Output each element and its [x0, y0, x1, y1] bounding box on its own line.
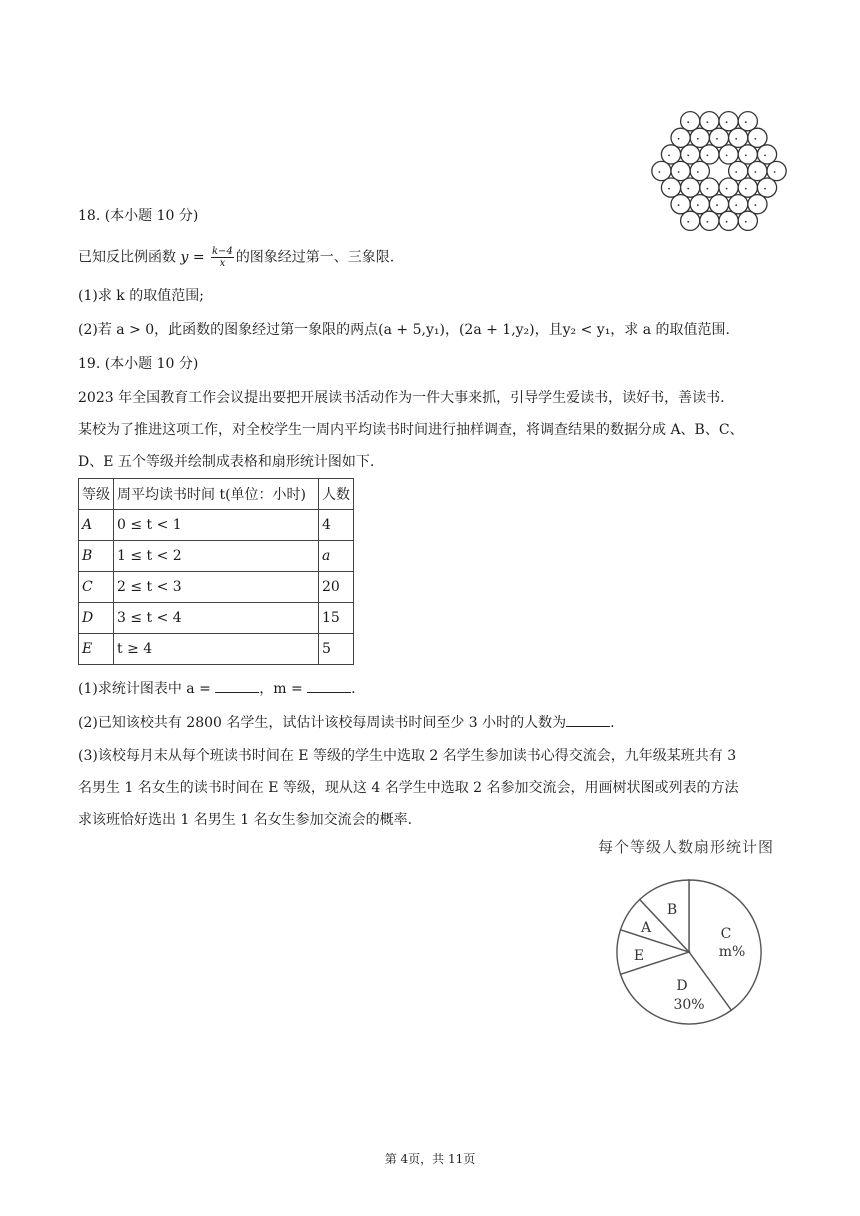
- q19-part3-line1: (3)该校每月末从每个班读书时间在 E 等级的学生中选取 2 名学生参加读书心得交流会，九年级某班共有 3: [78, 748, 737, 764]
- packing-dot: [707, 155, 709, 157]
- q19-heading: 19. (本小题 10 分): [78, 356, 199, 372]
- q19-part1-mid: ，m =: [259, 681, 308, 697]
- packing-dot: [659, 171, 661, 173]
- packing-circle: [738, 211, 757, 230]
- packing-dot: [726, 188, 728, 190]
- q18-frac-num: k−4: [212, 246, 233, 257]
- q19-part1-post: .: [351, 681, 356, 697]
- table-cell: 5: [319, 634, 354, 665]
- pie-label-b: B: [666, 902, 678, 918]
- circle-packing-figure: [646, 100, 792, 242]
- packing-circle: [767, 161, 786, 180]
- table-cell: A: [79, 510, 114, 541]
- packing-circle: [719, 112, 738, 131]
- packing-circle: [700, 178, 719, 197]
- packing-circle: [709, 128, 728, 147]
- packing-circle: [690, 128, 709, 147]
- table-row: [79, 634, 354, 665]
- packing-circle: [652, 161, 671, 180]
- pie-label-c: C: [720, 926, 732, 942]
- packing-dot: [755, 138, 757, 140]
- packing-dot: [678, 204, 680, 206]
- q18-func-lhs: y =: [180, 249, 205, 266]
- packing-circle: [700, 145, 719, 164]
- table-cell: 2 ≤ t < 3: [114, 572, 319, 603]
- answer-blank-count[interactable]: [566, 712, 610, 727]
- q19-para1: 2023 年全国教育工作会议提出要把开展读书活动作为一件大事来抓，引导学生爱读书，读好书，善读书.: [78, 390, 725, 406]
- packing-circle: [738, 145, 757, 164]
- grade-table: [78, 478, 354, 665]
- q19-part2-pre: (2)已知该校共有 2800 名学生，试估计该校每周读书时间至少 3 小时的人数为: [78, 715, 567, 731]
- packing-dot: [726, 121, 728, 123]
- packing-circle: [748, 195, 767, 214]
- q18-part2: (2)若 a > 0，此函数的图象经过第一象限的两点(a + 5,y₁)，(2a + 1,y₂)，且y₂ < y₁，求 a 的取值范围.: [78, 322, 731, 338]
- table-cell: C: [79, 572, 114, 603]
- pie-label-e: E: [633, 948, 645, 964]
- packing-dot: [726, 221, 728, 223]
- q19-part1: [78, 678, 356, 699]
- table-cell: E: [79, 634, 114, 665]
- packing-circle: [729, 195, 748, 214]
- packing-dot: [678, 171, 680, 173]
- table-header-row: [79, 479, 354, 510]
- packing-circle: [729, 161, 748, 180]
- table-header-cell: 周平均读书时间 t(单位：小时): [114, 479, 319, 510]
- table-cell: 1 ≤ t < 2: [114, 541, 319, 572]
- table-cell: t ≥ 4: [114, 634, 319, 665]
- packing-dot: [697, 204, 699, 206]
- q18-stem-pre: 已知反比例函数: [78, 249, 176, 266]
- page-footer: 第 4页，共 11页: [384, 1152, 476, 1166]
- q19-para2: 某校为了推进这项工作，对全校学生一周内平均读书时间进行抽样调查，将调查结果的数据分成 A、B、C、: [78, 422, 744, 438]
- packing-circle: [681, 145, 700, 164]
- packing-dot: [735, 138, 737, 140]
- packing-circle: [690, 195, 709, 214]
- packing-dot: [687, 188, 689, 190]
- packing-dot: [745, 221, 747, 223]
- packing-circle: [757, 145, 776, 164]
- packing-circle: [738, 178, 757, 197]
- packing-dot: [668, 188, 670, 190]
- packing-dot: [687, 121, 689, 123]
- packing-circle: [671, 161, 690, 180]
- q18-stem-post: 的图象经过第一、三象限.: [235, 249, 395, 266]
- packing-circle: [738, 112, 757, 131]
- packing-circle: [700, 112, 719, 131]
- pie-chart-title: 每个等级人数扇形统计图: [598, 838, 775, 856]
- packing-dot: [697, 138, 699, 140]
- table-cell: 15: [319, 603, 354, 634]
- pie-chart: [612, 868, 772, 1038]
- packing-dot: [687, 155, 689, 157]
- packing-dot: [755, 171, 757, 173]
- packing-circle: [748, 161, 767, 180]
- packing-circle: [757, 178, 776, 197]
- packing-circle: [690, 161, 709, 180]
- packing-dot: [687, 221, 689, 223]
- q18-stem: [78, 246, 394, 269]
- pie-label-a: A: [640, 920, 652, 936]
- table-cell: 20: [319, 572, 354, 603]
- q18-frac-den: x: [219, 258, 226, 269]
- packing-circle: [719, 211, 738, 230]
- packing-circle: [671, 195, 690, 214]
- q18-part1: (1)求 k 的取值范围;: [78, 288, 204, 304]
- q19-part2-post: .: [610, 715, 615, 731]
- q19-para3: D、E 五个等级并绘制成表格和扇形统计图如下.: [78, 454, 375, 470]
- q19-part3-line2: 名男生 1 名女生的读书时间在 E 等级，现从这 4 名学生中选取 2 名参加交流会，用画树状图或列表的方法: [78, 780, 739, 796]
- packing-dot: [735, 204, 737, 206]
- table-row: [79, 541, 354, 572]
- table-cell: a: [319, 541, 354, 572]
- q18-heading: 18. (本小题 10 分): [78, 208, 199, 224]
- table-cell: 0 ≤ t < 1: [114, 510, 319, 541]
- table-row: [79, 603, 354, 634]
- packing-circle: [681, 178, 700, 197]
- table-cell: B: [79, 541, 114, 572]
- packing-dot: [745, 188, 747, 190]
- pie-label-d-pct: 30%: [673, 997, 705, 1013]
- answer-blank-a[interactable]: [215, 678, 259, 693]
- table-header-cell: 人数: [319, 479, 354, 510]
- packing-circle: [681, 112, 700, 131]
- q19-part3-line3: 求该班恰好选出 1 名男生 1 名女生参加交流会的概率.: [78, 812, 413, 828]
- packing-dot: [716, 138, 718, 140]
- packing-dot: [745, 155, 747, 157]
- table-cell: D: [79, 603, 114, 634]
- packing-dot: [678, 138, 680, 140]
- packing-dot: [668, 155, 670, 157]
- q19-part2: [78, 712, 615, 733]
- packing-circle: [661, 178, 680, 197]
- packing-circle: [681, 211, 700, 230]
- packing-circle: [748, 128, 767, 147]
- packing-circle: [729, 128, 748, 147]
- packing-dot: [707, 188, 709, 190]
- table-cell: 4: [319, 510, 354, 541]
- packing-dot: [764, 188, 766, 190]
- packing-dot: [755, 204, 757, 206]
- packing-circle: [709, 195, 728, 214]
- q18-fraction: [211, 246, 234, 269]
- packing-dot: [774, 171, 776, 173]
- table-row: [79, 510, 354, 541]
- pie-label-c-pct: m%: [718, 944, 746, 960]
- packing-dot: [707, 121, 709, 123]
- circle-group: [652, 112, 786, 231]
- q19-part1-pre: (1)求统计图表中 a =: [78, 681, 216, 697]
- table-cell: 3 ≤ t < 4: [114, 603, 319, 634]
- pie-label-d: D: [676, 978, 688, 994]
- packing-dot: [707, 221, 709, 223]
- packing-circle: [671, 128, 690, 147]
- packing-dot: [735, 171, 737, 173]
- packing-dot: [726, 155, 728, 157]
- packing-circle: [700, 211, 719, 230]
- packing-circle: [719, 178, 738, 197]
- packing-circle: [719, 145, 738, 164]
- packing-dot: [745, 121, 747, 123]
- answer-blank-m[interactable]: [307, 678, 351, 693]
- packing-dot: [716, 204, 718, 206]
- packing-circle: [661, 145, 680, 164]
- table-row: [79, 572, 354, 603]
- packing-dot: [697, 171, 699, 173]
- packing-dot: [764, 155, 766, 157]
- table-header-cell: 等级: [79, 479, 114, 510]
